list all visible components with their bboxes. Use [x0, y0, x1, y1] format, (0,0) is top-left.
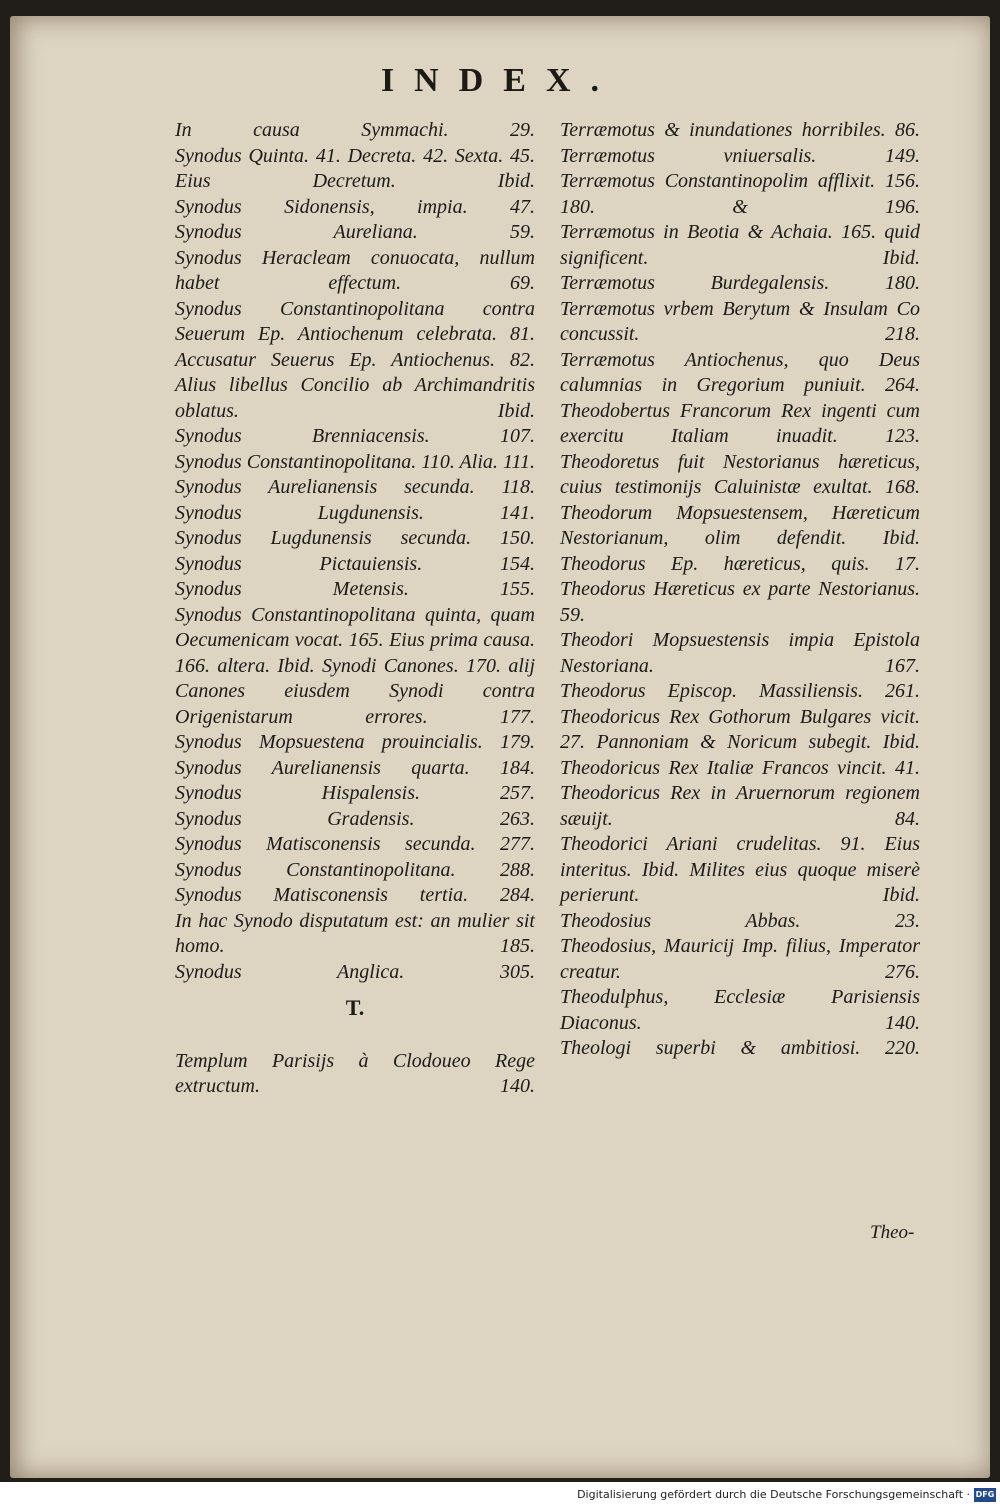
entry-page: 111. [502, 450, 536, 473]
entry-page: 107. [500, 425, 536, 447]
index-entry [560, 781, 920, 832]
entry-page: 47. [510, 195, 535, 218]
entry-text: Synodus Brenniacensis. [175, 425, 430, 447]
index-entry [175, 756, 535, 782]
index-entry [175, 883, 535, 909]
index-entry [560, 220, 920, 271]
entry-page: 59. [560, 603, 585, 626]
entry-text: Synodus Lugdunensis. [175, 501, 424, 524]
index-entry [560, 832, 920, 909]
entry-text: Synodus Lugdunensis secunda. [175, 527, 472, 549]
entry-page: Ibid. [497, 170, 536, 192]
index-entry [175, 118, 535, 144]
index-entry [560, 118, 920, 144]
entry-page: 156. 180. & 196. [560, 170, 920, 218]
section-letter: T. [345, 995, 365, 1020]
index-entry [175, 246, 535, 297]
index-entry [175, 195, 535, 221]
entry-page: 150. [500, 527, 535, 549]
entry-text: Synodus Pictauiensis. [175, 552, 423, 575]
entry-text: Synodus Constantinopolitana contra Seuerum Ep. Antiochenum celebrata. 81. Accusatur Seuerus Ep. Antiochenus. 82. Alius libellus Concilio ab Archimandritis oblatus. [175, 297, 535, 422]
entry-page: Ibid. [497, 399, 535, 422]
entry-text: Terræmotus Burdegalensis. [560, 272, 830, 294]
footer-text: Digitalisierung gefördert durch die Deutsche Forschungsgemeinschaft · [577, 1488, 970, 1501]
index-entry [560, 271, 920, 297]
entry-page: 84. [895, 807, 920, 830]
entry-text: Synodus Matisconensis secunda. [175, 833, 476, 855]
entry-page: 305. [500, 960, 535, 983]
entry-text: Terræmotus vniuersalis. [560, 144, 817, 167]
entry-text: Theodulphus, Ecclesiæ Parisiensis Diaconus. [560, 986, 920, 1034]
index-entry [560, 348, 920, 399]
entry-page: 23. [895, 909, 921, 932]
entry-page: 257. [500, 782, 535, 804]
index-entry [175, 526, 535, 552]
entry-text: Theodoricus Rex Italiæ Francos vincit. [560, 756, 887, 779]
left-column [175, 118, 535, 1100]
entry-text: Synodus Mopsuestena prouincialis. [175, 731, 483, 753]
entry-text: Synodus Aurelianensis secunda. [175, 476, 475, 498]
entry-page: 17. [895, 552, 921, 575]
index-entry [560, 628, 920, 679]
entry-page: 29. [510, 119, 535, 141]
entry-text: Theodoricus Rex in Aruernorum regionem sæuijt. [560, 782, 920, 830]
catchword: Theo- [870, 1222, 915, 1243]
entry-page: 180. [885, 272, 921, 294]
index-entry [560, 679, 920, 705]
index-entry [175, 552, 535, 578]
entry-text: Synodus Aureliana. [175, 221, 418, 243]
entry-text: Theodoricus Rex Gothorum Bulgares vicit. 27. Pannoniam & Noricum subegit. [560, 705, 920, 753]
entry-page: Ibid. [882, 246, 920, 269]
entry-text: Theodobertus Francorum Rex ingenti cum exercitu Italiam inuadit. [560, 399, 920, 447]
entry-page: 141. [500, 501, 535, 524]
entry-page: 140. [500, 1075, 535, 1097]
entry-text: Terræmotus & inundationes horribiles. [560, 119, 886, 141]
index-entry [175, 424, 535, 450]
index-entry [560, 169, 920, 220]
entry-page: 218. [885, 323, 920, 345]
entry-page: 69. [510, 272, 535, 294]
index-entry [560, 399, 920, 450]
entry-page: 263. [500, 807, 536, 830]
index-entry [175, 832, 535, 858]
entry-page: 118. [501, 476, 535, 498]
entry-page: 179. [500, 731, 536, 753]
entry-text: In hac Synodo disputatum est: an mulier sit homo. [175, 909, 535, 957]
index-entry [175, 858, 535, 884]
entry-page: 41. [895, 756, 920, 779]
dfg-logo: DFG [974, 1488, 996, 1502]
index-entry [175, 501, 535, 527]
entry-text: Theodoretus fuit Nestorianus hæreticus, cuius testimonijs Caluinistæ exultat. 168. Theodorum Mopsuestensem, Hæreticum Nestorianum, olim defendit. [560, 450, 920, 549]
page-title: INDEX. [380, 62, 620, 99]
index-entry [560, 297, 920, 348]
entry-page: 261. [885, 680, 920, 702]
footer-bar [0, 1482, 1000, 1506]
entry-text: Synodus Matisconensis tertia. [175, 884, 469, 906]
entry-page: Ibid. [882, 731, 921, 753]
entry-text: Synodus Quinta. 41. Decreta. 42. Sexta. 45. Eius Decretum. [175, 144, 535, 192]
entry-page: 177. [500, 705, 535, 728]
entry-page: 288. [500, 858, 535, 881]
entry-page: 123. [885, 425, 920, 447]
entry-text: Theologi superbi & ambitiosi. [560, 1037, 861, 1059]
index-entry [175, 807, 535, 833]
left-entries [175, 118, 535, 985]
entry-page: 284. [500, 884, 535, 906]
entry-page: Ibid. [882, 884, 920, 906]
entry-page: 276. [885, 960, 920, 983]
entry-text: Synodus Metensis. [175, 578, 409, 600]
index-entry [560, 1036, 920, 1062]
index-entry [560, 705, 920, 756]
index-entry [175, 297, 535, 425]
index-entry [560, 985, 920, 1036]
entry-text: Terræmotus vrbem Berytum & Insulam Co concussit. [560, 297, 920, 345]
entry-page: 184. [500, 756, 536, 779]
entry-text: Theodosius, Mauricij Imp. filius, Imperator creatur. [560, 935, 920, 983]
left-after-entries [175, 1049, 535, 1100]
entry-text: Synodus Gradensis. [175, 807, 415, 830]
entry-page: 59. [510, 221, 536, 243]
index-entry [560, 934, 920, 985]
index-entry [175, 603, 535, 731]
entry-text: Terræmotus Constantinopolim afflixit. [560, 170, 876, 192]
entry-page: 277. [500, 833, 535, 855]
entry-page: 167. [885, 654, 920, 677]
index-entry [175, 909, 535, 960]
index-entry [175, 960, 535, 986]
entry-text: Theodosius Abbas. [560, 909, 801, 932]
index-entry [175, 220, 535, 246]
entry-text: Terræmotus Antiochenus, quo Deus calumnias in Gregorium puniuit. [560, 348, 920, 396]
entry-page: 149. [885, 144, 920, 167]
index-entry [175, 475, 535, 501]
entry-text: Synodus Constantinopolitana quinta, quam Oecumenicam vocat. 165. Eius prima causa. 166. altera. Ibid. Synodi Canones. 170. alij Canones eiusdem Synodi contra Origenistarum errores. [175, 603, 535, 728]
entry-text: Templum Parisijs à Clodoueo Rege extructum. [175, 1049, 535, 1097]
entry-text: Synodus Aurelianensis quarta. [175, 756, 470, 779]
entry-page: 140. [885, 1011, 920, 1034]
index-entry [175, 1049, 535, 1100]
index-entry [175, 144, 535, 195]
entry-text: Synodus Sidonensis, impia. [175, 195, 468, 218]
index-entry [560, 909, 920, 935]
entry-text: Synodus Heracleam conuocata, nullum habet effectum. [175, 246, 535, 294]
entry-page: 185. [500, 935, 535, 957]
entry-text: Synodus Constantinopolitana. [175, 858, 456, 881]
index-entry [560, 450, 920, 552]
index-entry [560, 552, 920, 578]
index-entry [175, 450, 535, 476]
entry-text: Terræmotus in Beotia & Achaia. 165. quid significent. [560, 221, 920, 269]
index-entry [175, 730, 535, 756]
index-entry [560, 577, 920, 628]
entry-page: 86. [895, 119, 920, 141]
right-column [560, 118, 920, 1062]
index-entry [175, 577, 535, 603]
index-entry [560, 756, 920, 782]
index-entry [175, 781, 535, 807]
entry-text: Synodus Constantinopolitana. 110. Alia. [175, 450, 498, 473]
index-entry [560, 144, 920, 170]
entry-text: In causa Symmachi. [175, 119, 449, 141]
right-entries [560, 118, 920, 1062]
entry-text: Theodorus Hæreticus ex parte Nestorianus. [560, 578, 920, 600]
entry-text: Theodorici Ariani crudelitas. 91. Eius interitus. Ibid. Milites eius quoque miserè perierunt. [560, 833, 920, 906]
entry-text: Theodorus Episcop. Massiliensis. [560, 680, 863, 702]
entry-text: Synodus Anglica. [175, 960, 405, 983]
entry-page: 154. [500, 552, 535, 575]
entry-page: Ibid. [882, 527, 920, 549]
entry-page: 220. [885, 1037, 920, 1059]
entry-text: Theodorus Ep. hæreticus, quis. [560, 552, 870, 575]
entry-text: Theodori Mopsuestensis impia Epistola Nestoriana. [560, 629, 920, 677]
entry-page: 155. [500, 578, 535, 600]
entry-text: Synodus Hispalensis. [175, 782, 420, 804]
entry-page: 264. [885, 374, 921, 396]
